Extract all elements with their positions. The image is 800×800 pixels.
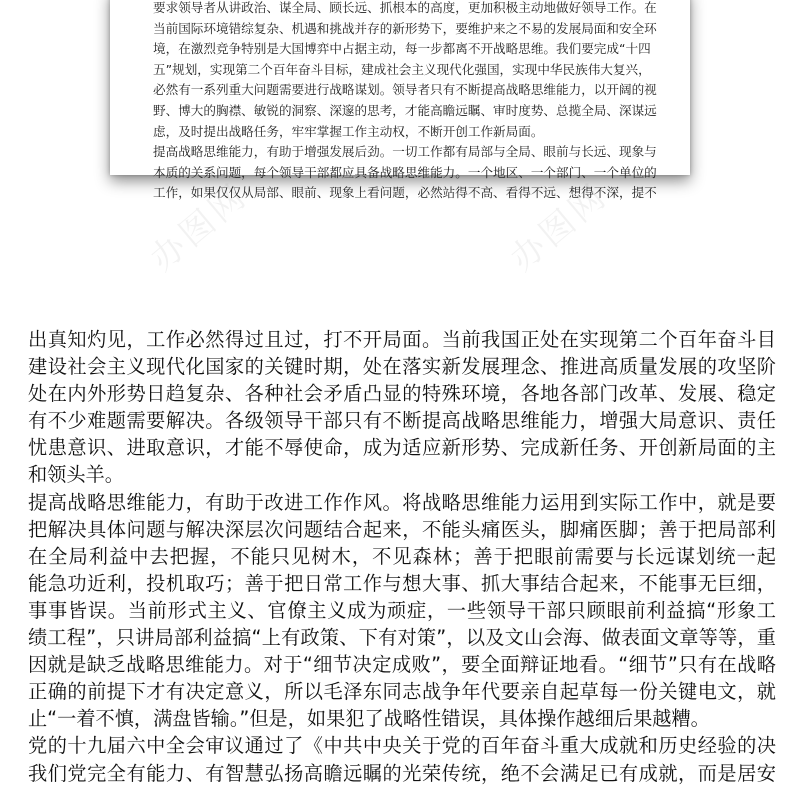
- text-line: 事事皆误。当前形式主义、官僚主义成为顽症，一些领导干部只顾眼前利益搞“形象工: [28, 598, 776, 622]
- text-line: 止“一着不慎，满盘皆输。”但是，如果犯了战略性错误，具体操作越细后果越糟。: [28, 707, 710, 731]
- text-line: 当前国际环境错综复杂、机遇和挑战并存的新形势下，要维护来之不易的发展局面和安全环: [153, 20, 657, 36]
- text-line: 境，在激烈竞争特别是大国博弈中占据主动，每一步都离不开战略思维。我们要完成“十四: [153, 41, 651, 57]
- text-line: 忧患意识、进取意识，才能不辱使命，成为适应新形势、完成新任务、开创新局面的主: [28, 436, 776, 460]
- text-line: 提高战略思维能力，有助于增强发展后劲。一切工作都有局部与全局、眼前与长远、现象与: [153, 144, 657, 160]
- text-line: 提高战略思维能力，有助于改进工作作风。将战略思维能力运用到实际工作中，就是要: [28, 490, 776, 514]
- text-line: 出真知灼见，工作必然得过且过，打不开局面。当前我国正处在实现第二个百年奋斗目: [28, 328, 776, 351]
- text-line: 五”规划，实现第二个百年奋斗目标，建成社会主义现代化强国，实现中华民族伟大复兴，: [153, 61, 651, 77]
- text-line: 处在内外形势日趋复杂、各种社会矛盾凸显的特殊环境，各地各部门改革、发展、稳定: [28, 382, 776, 406]
- text-line: 在全局利益中去把握，不能只见树木，不见森林；善于把眼前需要与长远谋划统一起: [28, 544, 776, 568]
- text-line: 虑，及时提出战略任务，牢牢掌握工作主动权，不断开创工作新局面。: [153, 123, 544, 139]
- text-line: 能急功近利，投机取巧；善于把日常工作与想大事、抓大事结合起来，不能事无巨细，: [28, 571, 776, 595]
- text-line: 建设社会主义现代化国家的关键时期，处在落实新发展理念、推进高质量发展的攻坚阶: [28, 355, 776, 379]
- text-line: 有不少难题需要解决。各级领导干部只有不断提高战略思维能力，增强大局意识、责任: [28, 409, 776, 433]
- text-line: 必然有一系列重大问题需要进行战略谋划。领导者只有不断提高战略思维能力，以开阔的视: [153, 82, 657, 98]
- text-line: 要求领导者从讲政治、谋全局、顾长远、抓根本的高度，更加积极主动地做好领导工作。在: [153, 0, 657, 15]
- watermark: 办图网: [502, 175, 616, 280]
- text-line: 正确的前提下才有决定意义，所以毛泽东同志战争年代要亲自起草每一份关键电文，就: [28, 680, 776, 704]
- text-line: 我们党完全有能力、有智慧弘扬高瞻远瞩的光荣传统，绝不会满足已有成就，而是居安: [28, 761, 776, 785]
- article-body: [28, 326, 776, 787]
- text-line: 因就是缺乏战略思维能力。对于“细节决定成败”，要全面辩证地看。“细节”只有在战略: [28, 653, 776, 677]
- watermark: 办图网: [142, 175, 256, 280]
- document-page-preview: [110, 0, 690, 201]
- text-line: 党的十九届六中全会审议通过了《中共中央关于党的百年奋斗重大成就和历史经验的决: [28, 734, 776, 758]
- text-line: 本质的关系问题，每个领导干部都应具备战略思维能力。一个地区、一个部门、一个单位的: [153, 164, 657, 180]
- text-line: 绩工程”，只讲局部利益搞“上有政策、下有对策”，以及文山会海、做表面文章等等，重: [28, 626, 776, 650]
- text-line: 和领头羊。: [28, 463, 124, 487]
- text-line: 野、博大的胸襟、敏锐的洞察、深邃的思考，才能高瞻远瞩、审时度势、总揽全局、深谋远: [153, 102, 657, 118]
- text-line: 把解决具体问题与解决深层次问题结合起来，不能头痛医头，脚痛医脚；善于把局部利: [28, 517, 776, 541]
- text-line: 工作，如果仅仅从局部、眼前、现象上看问题，必然站得不高、看得不远、想得不深，提不: [153, 185, 657, 201]
